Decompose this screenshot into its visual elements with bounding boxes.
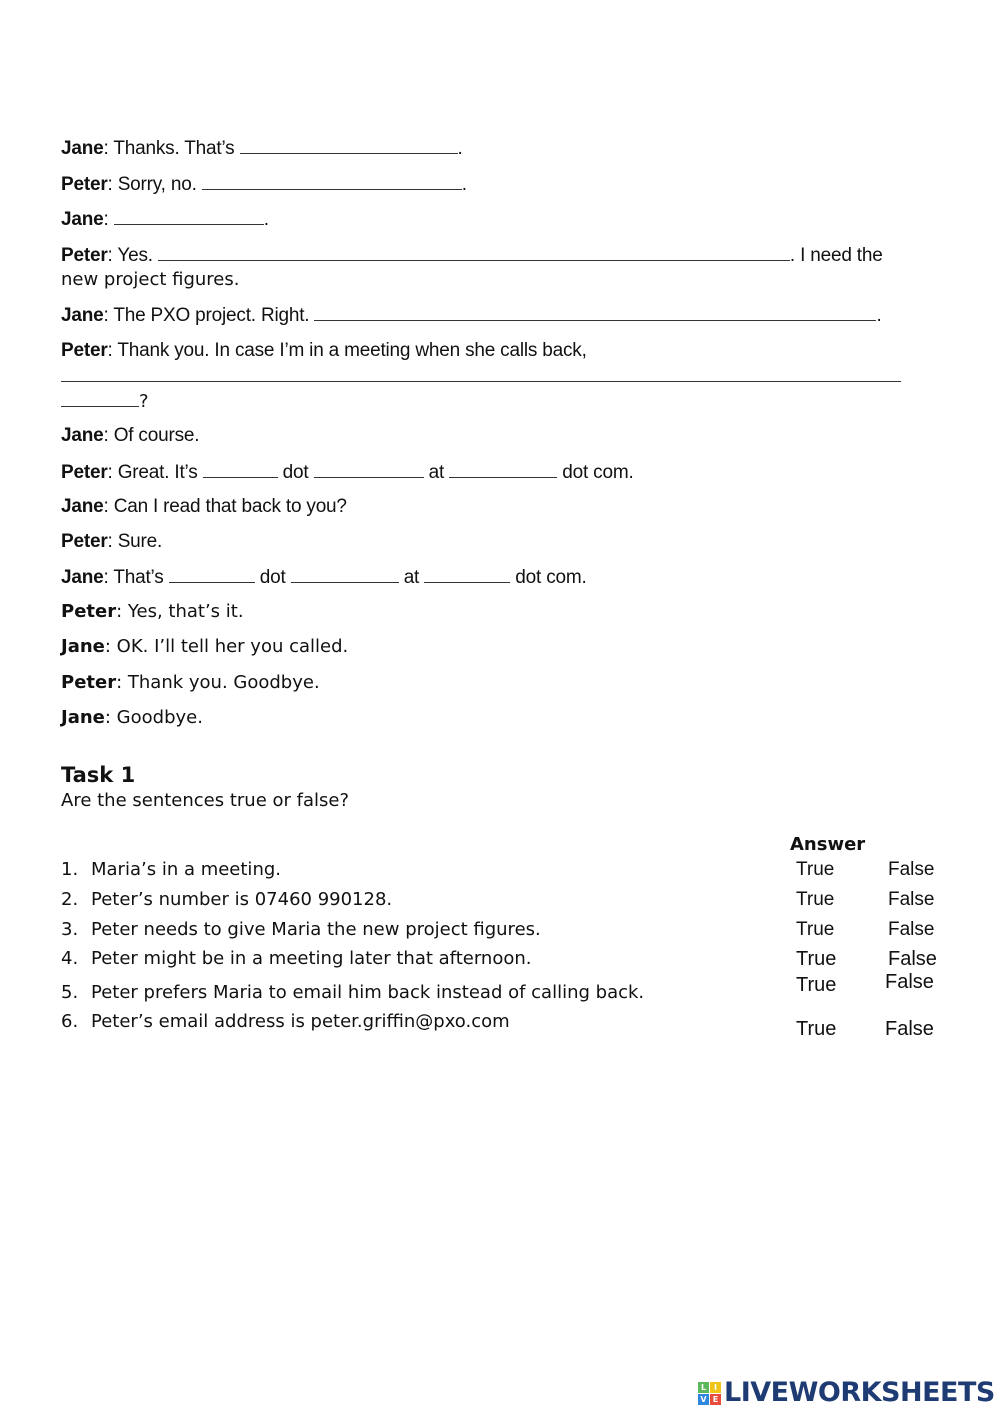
option-false[interactable]: False [888, 919, 935, 940]
blank-input[interactable] [314, 304, 876, 321]
option-false[interactable]: False [885, 971, 934, 993]
blank-input[interactable] [61, 390, 139, 407]
speaker-name: Jane [61, 496, 104, 517]
blank-input[interactable] [449, 461, 557, 478]
blank-input[interactable] [291, 566, 399, 583]
question-item: 2. Peter’s number is 07460 990128. [61, 889, 393, 910]
speaker-name: Peter [61, 531, 108, 552]
speaker-name: Jane [61, 636, 105, 657]
option-false[interactable]: False [888, 889, 935, 910]
question-item: 1. Maria’s in a meeting. [61, 859, 281, 880]
task-title: Task 1 [61, 763, 136, 787]
option-true[interactable]: True [796, 974, 837, 996]
dialogue-blank-line: ? [61, 390, 149, 413]
speaker-name: Jane [61, 567, 104, 588]
dialogue-blank-line [61, 365, 901, 388]
speaker-name: Peter [61, 601, 117, 622]
dialogue-line: Peter: Thank you. Goodbye. [61, 672, 320, 693]
dialogue-line: Jane: OK. I’ll tell her you called. [61, 636, 349, 657]
speaker-name: Peter [61, 462, 108, 483]
speaker-name: Jane [61, 707, 105, 728]
question-item: 4. Peter might be in a meeting later that afternoon. [61, 948, 532, 969]
option-false[interactable]: False [888, 859, 935, 880]
option-true[interactable]: True [796, 948, 837, 970]
option-false[interactable]: False [888, 948, 937, 970]
question-item: 5. Peter prefers Maria to email him back instead of calling back. [61, 982, 645, 1003]
dialogue-line: Peter: Yes, that’s it. [61, 601, 244, 622]
dialogue-continuation: new project figures. [61, 269, 240, 290]
blank-input[interactable] [158, 244, 790, 261]
speaker-name: Jane [61, 305, 104, 326]
dialogue-line: Jane: The PXO project. Right. . [61, 305, 882, 326]
dialogue-line: Peter: Yes. . I need the [61, 245, 883, 266]
dialogue-line: Jane: Of course. [61, 425, 200, 446]
speaker-name: Jane [61, 209, 104, 230]
dialogue-line: Peter: Sorry, no. . [61, 174, 467, 195]
task-instruction: Are the sentences true or false? [61, 790, 350, 811]
blank-input[interactable] [240, 137, 458, 154]
dialogue-line: Peter: Sure. [61, 531, 163, 552]
option-false[interactable]: False [885, 1018, 934, 1040]
dialogue-line: Jane: That’s dot at dot com. [61, 567, 587, 588]
speaker-name: Peter [61, 672, 117, 693]
liveworksheets-logo [698, 1378, 995, 1408]
speaker-name: Peter [61, 174, 108, 195]
question-item: 6. Peter’s email address is peter.griffin@pxo.com [61, 1011, 510, 1032]
blank-input[interactable] [202, 173, 462, 190]
logo-grid-icon: L I V E [698, 1382, 721, 1405]
speaker-name: Jane [61, 138, 104, 159]
dialogue-line: Jane: Goodbye. [61, 707, 203, 728]
option-true[interactable]: True [796, 919, 835, 940]
option-true[interactable]: True [796, 859, 835, 880]
answer-header: Answer [790, 834, 866, 855]
speaker-name: Jane [61, 425, 104, 446]
option-true[interactable]: True [796, 1018, 837, 1040]
blank-input[interactable] [203, 461, 278, 478]
speaker-name: Peter [61, 245, 108, 266]
dialogue-line: Jane: . [61, 209, 269, 230]
dialogue-line: Jane: Can I read that back to you? [61, 496, 347, 517]
dialogue-line: Peter: Thank you. In case I’m in a meeting when she calls back, [61, 340, 587, 361]
speaker-name: Peter [61, 340, 108, 361]
blank-input[interactable] [424, 566, 510, 583]
logo-text: LIVEWORKSHEETS [724, 1377, 995, 1408]
blank-input[interactable] [314, 461, 424, 478]
option-true[interactable]: True [796, 889, 835, 910]
dialogue-line: Peter: Great. It’s dot at dot com. [61, 462, 634, 483]
blank-input[interactable] [114, 208, 264, 225]
dialogue-line: Jane: Thanks. That’s . [61, 138, 463, 159]
question-item: 3. Peter needs to give Maria the new project figures. [61, 919, 541, 940]
blank-input[interactable] [169, 566, 255, 583]
blank-input[interactable] [61, 365, 901, 382]
